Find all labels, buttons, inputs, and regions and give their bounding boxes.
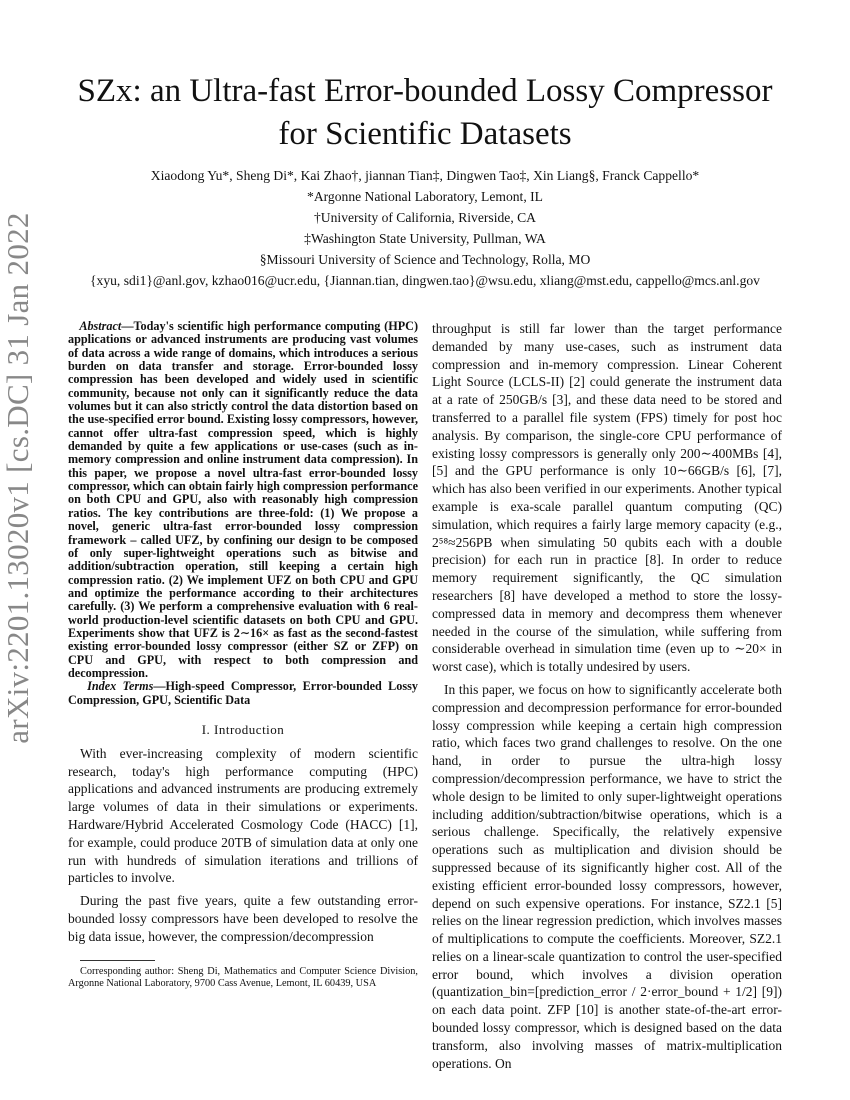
title-line-1: SZx: an Ultra-fast Error-bounded Lossy Compressor [77,73,773,109]
right-column [432,320,782,1077]
author-emails: {xyu, sdi1}@anl.gov, kzhao016@ucr.edu, {Jiannan.tian, dingwen.tao}@wsu.edu, xliang@mst.edu, cappello@mcs.anl.gov [90,273,760,288]
author-list: Xiaodong Yu*, Sheng Di*, Kai Zhao†, jiannan Tian‡, Dingwen Tao‡, Xin Liang§, Franck Cappello* [150,168,700,183]
affiliation-anl: *Argonne National Laboratory, Lemont, IL [307,189,543,204]
left-column [68,320,418,991]
title-line-2: for Scientific Datasets [278,116,572,152]
right-paragraph-1: throughput is still far lower than the target performance demanded by many use-cases, such as instrument data compression and in-memory compression. Linear Coherent Light Source (LCLS-II) [2] could generate the instrument data at a rate of 250GB/s [3], and these data need to be stored and transferred to a parallel file system (FPS) timely for post hoc analysis. By comparison, the single-core CPU performance of existing lossy compressors is generally only 200∼400MBs [4], [5] and the GPU performance is only 10∼66GB/s [6], [7], which has also been verified in our experiments. Another typical example is exa-scale parallel quantum computing (QC) simulation, which requires a fairly large memory capacity (e.g., 2⁵⁸≈256PB when simulating 50 qubits each with a double precision) for each run in practice [8]. In order to reduce memory requirement significantly, the QC simulation researchers [8] have developed a method to store the lossy-compressed data in memory and decompress them whenever needed in the course of the simulation, while suffering from considerable overhead in simulation time (even up to ∼20× in worst case), which is totally undesired by users. [432,321,782,675]
paper-title [0,70,850,156]
index-terms-label: Index Terms [87,679,154,694]
section-heading: I. Introduction [201,721,285,737]
intro-paragraph-1: With ever-increasing complexity of modern scientific research, today's high performance computing (HPC) applications and advanced instruments are producing extremely large volumes of data in their simulations or experiments. Hardware/Hybrid Accelerated Cosmology Code (HACC) [1], for example, could produce 20TB of simulation data at only one run with hundreds of simulation iterations and trillions of particles to involve. [68,745,418,886]
author-block [0,165,850,291]
intro-paragraph-2: During the past five years, quite a few outstanding error-bounded lossy compressors have been developed to resolve the big data issue, however, the compression/decompression [68,893,418,944]
abstract-label: Abstract [79,319,122,333]
arxiv-sidebar-id: arXiv:2201.13020v1 [cs.DC] 31 Jan 2022 [0,212,35,744]
right-paragraph-2: In this paper, we focus on how to significantly accelerate both compression and decompression performance for error-bounded lossy compression while keeping a certain high compression ratio, which faces two grand challenges to resolve. On the one hand, in order to pursue the ultra-high lossy compression/decompression performance, we have to strict the whole design to be limited to only super-lightweight operations including addition/subtraction/bitwise operations, which is a serious challenge. Specifically, the relatively expensive operations such as multiplication and division should be suppressed because of its significantly higher cost. All of the existing efficient error-bounded lossy compressors, however, depend on such expensive operations. For instance, SZ2.1 [5] relies on the linear regression prediction, which involves masses of multiplications to compute the coefficients. Moreover, SZ2.1 relies on a linear-scale quantization to control the user-specified error bound, which involves a division operation (quantization_bin=[prediction_error / 2·error_bound + 1/2] [9]) on each data point. ZFP [10] is another state-of-the-art error-bounded lossy compressor, which is designed based on the data transform, also involving masses of matrix-multiplication operations. On [432,681,782,1071]
abstract-text: —Today's scientific high performance computing (HPC) applications or advanced instruments are producing vast volumes of data across a wide range of domains, which introduces a serious burden on data transfer and storage. Error-bounded lossy compression has been developed and widely used in scientific community, because not only can it significantly reduce the data volumes but it can also strictly control the data distortion based on the use-specified error bound. Existing lossy compressors, however, cannot offer ultra-fast compression speed, which is highly demanded by quite a few applications or use-cases (such as in-memory compression and online instrument data compression). In this paper, we propose a novel ultra-fast error-bounded lossy compressor, which can obtain fairly high compression performance on both CPU and GPU, also with reasonably high compression ratios. The key contributions are three-fold: (1) We propose a novel, generic ultra-fast error-bounded lossy compression framework – called UFZ, by confining our design to be composed of only super-lightweight operations such as bitwise and addition/subtraction operation, still keeping a certain high compression ratio. (2) We implement UFZ on both CPU and GPU and optimize the performance according to their architectures carefully. (3) We perform a comprehensive evaluation with 6 real-world production-level scientific datasets on both CPU and GPU. Experiments show that UFZ is 2∼16× as fast as the second-fastest existing error-bounded lossy compressor (either SZ or ZFP) on CPU and GPU, with respect to both compression and decompression. [68,319,418,680]
affiliation-ucr: †University of California, Riverside, CA [314,210,536,225]
abstract [68,320,418,680]
affiliation-wsu: ‡Washington State University, Pullman, WA [304,231,546,246]
affiliation-mst: §Missouri University of Science and Technology, Rolla, MO [259,252,591,267]
index-terms [68,680,418,707]
footnote: Corresponding author: Sheng Di, Mathematics and Computer Science Division, Argonne National Laboratory, 9700 Cass Avenue, Lemont, IL 60439, USA [68,965,418,990]
footnote-rule [80,960,155,961]
index-terms-text: —High-speed Compressor, Error-bounded Lossy Compression, GPU, Scientific Data [68,679,418,707]
